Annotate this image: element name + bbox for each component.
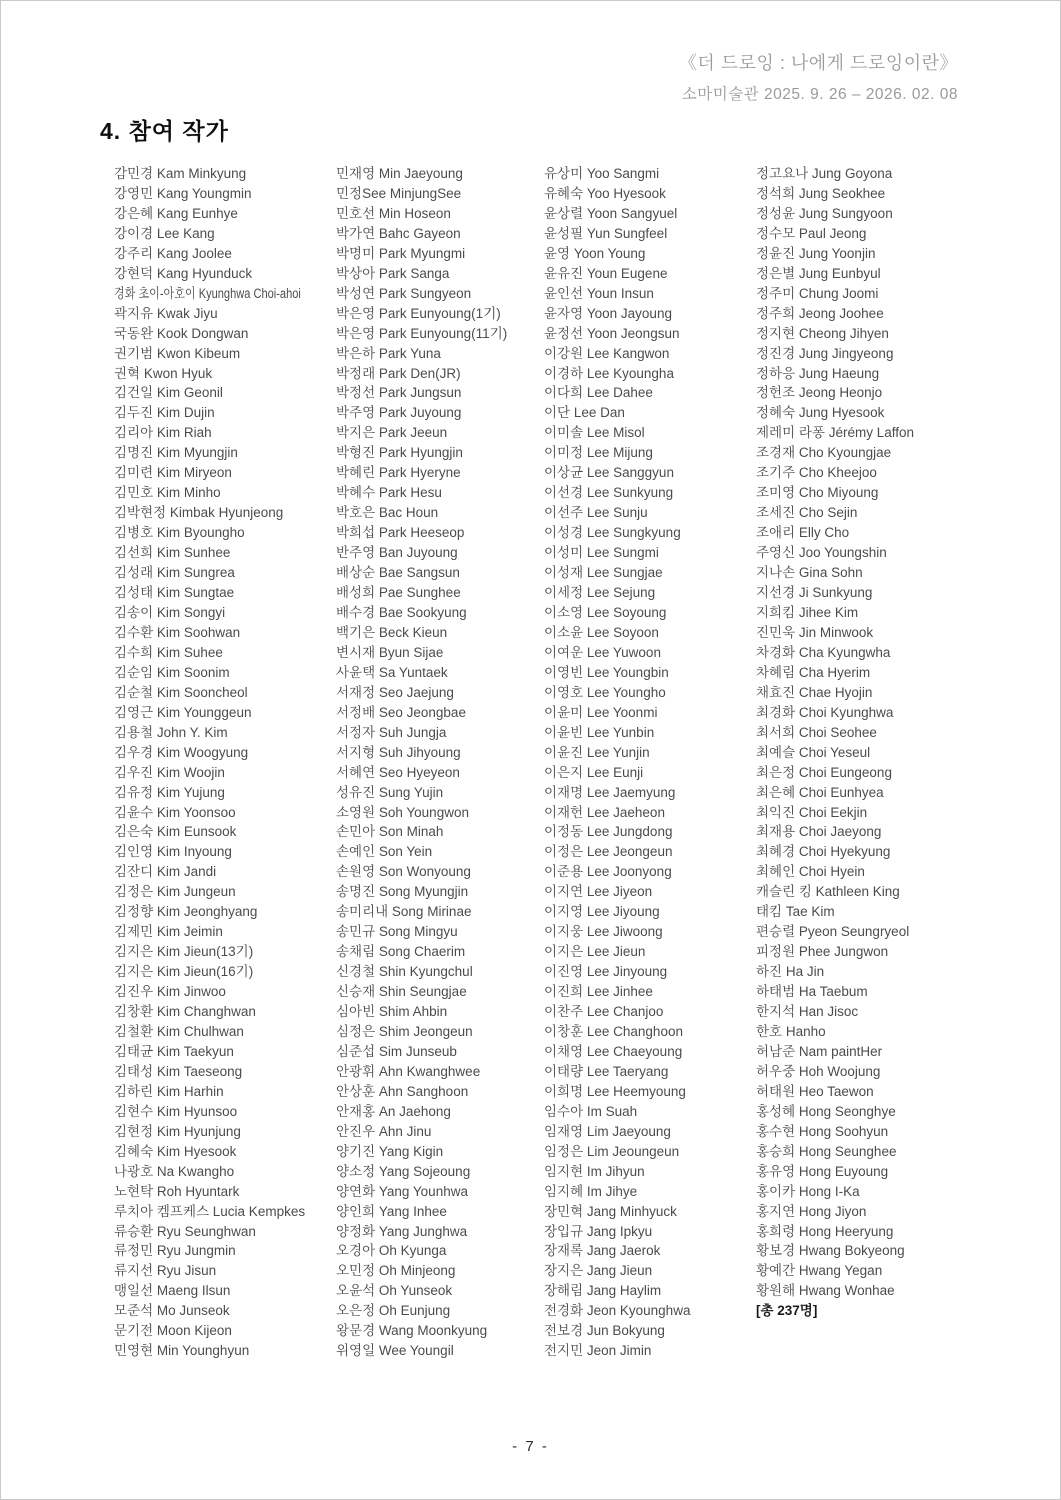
artist-entry: 이진영 Lee Jinyoung bbox=[544, 964, 668, 980]
artist-entry: 이진희 Lee Jinhee bbox=[544, 984, 653, 1000]
artist-entry: 김철환 Kim Chulhwan bbox=[114, 1023, 244, 1039]
page-number: - 7 - bbox=[512, 1438, 549, 1455]
artist-entry: 최경화 Choi Kyunghwa bbox=[756, 704, 894, 720]
artist-entry: 캐슬린 킹 Kathleen King bbox=[756, 884, 900, 900]
artist-entry: 김은숙 Kim Eunsook bbox=[114, 824, 237, 840]
artist-entry: 유상미 Yoo Sangmi bbox=[544, 166, 660, 181]
artist-entry: 박은하 Park Yuna bbox=[336, 345, 441, 361]
artist-entry: 박정선 Park Jungsun bbox=[336, 385, 462, 401]
artist-column-2 bbox=[336, 164, 561, 1361]
artist-entry: 피정원 Phee Jungwon bbox=[756, 944, 889, 960]
artist-entry: 이여운 Lee Yuwoon bbox=[544, 644, 661, 660]
artist-entry: 류정민 Ryu Jungmin bbox=[114, 1243, 236, 1259]
venue-and-dates: 소마미술관 2025. 9. 26 – 2026. 02. 08 bbox=[681, 86, 958, 103]
artist-entry: 윤유진 Youn Eugene bbox=[544, 265, 668, 281]
artist-entry: 장민혁 Jang Minhyuck bbox=[544, 1203, 677, 1219]
artist-entry: 김우진 Kim Woojin bbox=[114, 764, 225, 780]
artist-entry: 양소정 Yang Sojeoung bbox=[336, 1163, 471, 1179]
artist-entry: 오은정 Oh Eunjung bbox=[336, 1303, 451, 1319]
artist-entry: 최은정 Choi Eungeong bbox=[756, 764, 892, 780]
artist-entry: 박형진 Park Hyungjin bbox=[336, 445, 463, 461]
artist-entry: 국동완 Kook Dongwan bbox=[114, 325, 249, 341]
artist-entry: 이지영 Lee Jiyoung bbox=[544, 904, 660, 920]
artist-entry: 곽지유 Kwak Jiyu bbox=[114, 305, 218, 321]
artist-entry: 김창환 Kim Changhwan bbox=[114, 1004, 256, 1020]
artist-entry: 서혜연 Seo Hyeyeon bbox=[336, 764, 460, 780]
artist-entry: 서정자 Suh Jungja bbox=[336, 724, 447, 740]
artist-entry: 이다희 Lee Dahee bbox=[544, 385, 653, 401]
artist-entry: 성유진 Sung Yujin bbox=[336, 784, 444, 800]
artist-entry: 윤영 Yoon Young bbox=[544, 245, 646, 261]
artist-entry: 편승렬 Pyeon Seungryeol bbox=[756, 924, 910, 940]
artist-entry: 홍희령 Hong Heeryung bbox=[756, 1223, 894, 1239]
artist-entry: 김수희 Kim Suhee bbox=[114, 644, 223, 660]
artist-entry: 유혜숙 Yoo Hyesook bbox=[544, 185, 666, 201]
artist-entry: 홍이카 Hong I-Ka bbox=[756, 1183, 860, 1199]
section-title: 4. 참여 작가 bbox=[100, 118, 229, 144]
artist-entry: 윤인선 Youn Insun bbox=[544, 285, 654, 301]
artist-entry: 손민아 Son Minah bbox=[336, 824, 444, 840]
artist-entry: 김정은 Kim Jungeun bbox=[114, 884, 236, 900]
artist-entry: 강주리 Kang Joolee bbox=[114, 245, 232, 261]
artist-entry: 반주영 Ban Juyoung bbox=[336, 545, 458, 561]
artist-entry: 이소윤 Lee Soyoon bbox=[544, 624, 659, 640]
artist-entry: 조미영 Cho Miyoung bbox=[756, 485, 879, 501]
artist-entry: 이영호 Lee Youngho bbox=[544, 684, 666, 700]
artist-entry: 임지혜 Im Jihye bbox=[544, 1183, 638, 1199]
artist-entry: 이지은 Lee Jieun bbox=[544, 944, 646, 960]
artist-entry: 안상훈 Ahn Sanghoon bbox=[336, 1083, 469, 1099]
artist-entry: 김진우 Kim Jinwoo bbox=[114, 984, 226, 1000]
artist-entry: 주영신 Joo Youngshin bbox=[756, 545, 887, 561]
artist-entry: 한호 Hanho bbox=[756, 1023, 826, 1039]
artist-entry: 김병호 Kim Byoungho bbox=[114, 525, 245, 541]
artist-entry: 박성연 Park Sungyeon bbox=[336, 285, 472, 301]
artist-entry: 허태원 Heo Taewon bbox=[756, 1083, 874, 1099]
artist-entry: 배수경 Bae Sookyung bbox=[336, 604, 467, 620]
artist-entry: 이희명 Lee Heemyoung bbox=[544, 1083, 686, 1099]
artist-entry: 홍지연 Hong Jiyon bbox=[756, 1203, 867, 1219]
artist-entry: 이단 Lee Dan bbox=[544, 405, 625, 421]
artist-entry: 김두진 Kim Dujin bbox=[114, 405, 215, 421]
artist-entry: 이소영 Lee Soyoung bbox=[544, 604, 667, 620]
artist-entry: 박은영 Park Eunyoung(1기) bbox=[336, 305, 501, 321]
artist-column-4 bbox=[756, 164, 981, 1321]
artist-entry: 왕문경 Wang Moonkyung bbox=[336, 1323, 488, 1339]
artist-entry: 지희킴 Jihee Kim bbox=[756, 604, 859, 620]
artist-entry: 이재명 Lee Jaemyung bbox=[544, 784, 676, 800]
artist-entry: 신승재 Shin Seungjae bbox=[336, 984, 467, 1000]
artist-entry: 문기전 Moon Kijeon bbox=[114, 1323, 232, 1339]
artist-entry: 심정은 Shim Jeongeun bbox=[336, 1023, 473, 1039]
artist-entry: 김용철 John Y. Kim bbox=[114, 724, 228, 740]
artist-entry: 김현수 Kim Hyunsoo bbox=[114, 1103, 238, 1119]
artist-entry: 서정배 Seo Jeongbae bbox=[336, 704, 466, 720]
artist-entry: 김지은 Kim Jieun(16기) bbox=[114, 964, 254, 980]
artist-entry: 권혁 Kwon Hyuk bbox=[114, 365, 213, 381]
artist-entry: 윤상렬 Yoon Sangyuel bbox=[544, 205, 678, 221]
artist-entry: 정고요나 Jung Goyona bbox=[756, 166, 893, 181]
artist-entry: 김태성 Kim Taeseong bbox=[114, 1063, 243, 1079]
artist-entry: 정성윤 Jung Sungyoon bbox=[756, 205, 893, 221]
artist-entry: 손예인 Son Yein bbox=[336, 844, 433, 860]
artist-entry: 박주영 Park Juyoung bbox=[336, 405, 462, 421]
artist-entry: 임수아 Im Suah bbox=[544, 1103, 638, 1119]
artist-entry: 전지민 Jeon Jimin bbox=[544, 1343, 652, 1359]
artist-entry: 정수모 Paul Jeong bbox=[756, 225, 867, 241]
artist-entry: 김순철 Kim Sooncheol bbox=[114, 684, 248, 700]
artist-entry: 윤성필 Yun Sungfeel bbox=[544, 225, 668, 241]
artist-entry: 김인영 Kim Inyoung bbox=[114, 844, 232, 860]
artist-entry: 이윤진 Lee Yunjin bbox=[544, 744, 650, 760]
artist-entry: 위영일 Wee Youngil bbox=[336, 1343, 454, 1359]
artist-entry: 이윤빈 Lee Yunbin bbox=[544, 724, 655, 740]
artist-entry: 최재용 Choi Jaeyong bbox=[756, 824, 882, 840]
artist-entry: 김명진 Kim Myungjin bbox=[114, 445, 238, 461]
artist-entry: 김리아 Kim Riah bbox=[114, 425, 212, 441]
artist-entry: 신경철 Shin Kyungchul bbox=[336, 964, 473, 980]
artist-entry: 김유정 Kim Yujung bbox=[114, 784, 225, 800]
artist-entry: 홍승희 Hong Seunghee bbox=[756, 1143, 897, 1159]
artist-entry: 윤자영 Yoon Jayoung bbox=[544, 305, 672, 321]
artist-entry: 황예간 Hwang Yegan bbox=[756, 1263, 883, 1279]
artist-entry: 김순임 Kim Soonim bbox=[114, 664, 230, 680]
artist-entry: 정혜숙 Jung Hyesook bbox=[756, 405, 885, 421]
artist-entry: 박혜린 Park Hyeryne bbox=[336, 465, 461, 481]
artist-entry: 최예슬 Choi Yeseul bbox=[756, 744, 871, 760]
artist-entry: 맹일선 Maeng Ilsun bbox=[114, 1283, 231, 1299]
artist-entry: 정주미 Chung Joomi bbox=[756, 285, 879, 301]
artist-entry: 전보경 Jun Bokyung bbox=[544, 1323, 665, 1339]
artist-entry: 김민호 Kim Minho bbox=[114, 485, 221, 501]
artist-entry: 김우경 Kim Woogyung bbox=[114, 744, 249, 760]
artist-entry: 박혜수 Park Hesu bbox=[336, 485, 442, 501]
artist-entry: 소영원 Soh Youngwon bbox=[336, 804, 469, 820]
artist-entry: 박정래 Park Den(JR) bbox=[336, 365, 461, 381]
artist-entry: 하태범 Ha Taebum bbox=[756, 984, 868, 1000]
artist-entry: 장지은 Jang Jieun bbox=[544, 1263, 653, 1279]
artist-entry: 박명미 Park Myungmi bbox=[336, 245, 466, 261]
artist-entry: 홍유영 Hong Euyoung bbox=[756, 1163, 889, 1179]
artist-entry: 박호은 Bac Houn bbox=[336, 505, 439, 521]
artist-entry: 김정향 Kim Jeonghyang bbox=[114, 904, 258, 920]
artist-entry: 김송이 Kim Songyi bbox=[114, 604, 226, 620]
artist-entry: 강이경 Lee Kang bbox=[114, 225, 215, 241]
artist-entry: 김박현정 Kimbak Hyunjeong bbox=[114, 505, 284, 521]
artist-entry: 강은혜 Kang Eunhye bbox=[114, 205, 238, 221]
artist-entry: 박상아 Park Sanga bbox=[336, 265, 450, 281]
artist-entry: 조애리 Elly Cho bbox=[756, 525, 850, 541]
artist-entry: 장입규 Jang Ipkyu bbox=[544, 1223, 653, 1239]
artist-entry: 김영근 Kim Younggeun bbox=[114, 704, 252, 720]
artist-entry: 송채림 Song Chaerim bbox=[336, 944, 466, 960]
artist-entry: 이준용 Lee Joonyong bbox=[544, 864, 672, 880]
artist-entry: 권기범 Kwon Kibeum bbox=[114, 345, 241, 361]
artist-entry: 심준섭 Sim Junseub bbox=[336, 1043, 457, 1059]
artist-entry: 정석희 Jung Seokhee bbox=[756, 185, 886, 201]
artist-entry: 이정동 Lee Jungdong bbox=[544, 824, 673, 840]
artist-entry: 이성미 Lee Sungmi bbox=[544, 545, 659, 561]
artist-entry: 양연화 Yang Younhwa bbox=[336, 1183, 468, 1199]
total-count: [총 237명] bbox=[756, 1303, 818, 1319]
artist-entry: 박희섭 Park Heeseop bbox=[336, 525, 465, 541]
artist-entry: 이강원 Lee Kangwon bbox=[544, 345, 670, 361]
artist-entry: 태킴 Tae Kim bbox=[756, 904, 835, 920]
artist-entry: 정주희 Jeong Joohee bbox=[756, 305, 884, 321]
artist-entry: 최서희 Choi Seohee bbox=[756, 724, 877, 740]
artist-entry: 이영빈 Lee Youngbin bbox=[544, 664, 669, 680]
artist-entry: 손원영 Son Wonyoung bbox=[336, 864, 471, 880]
artist-entry: 안진우 Ahn Jinu bbox=[336, 1123, 432, 1139]
artist-entry: 류지선 Ryu Jisun bbox=[114, 1263, 217, 1279]
artist-entry: 이지웅 Lee Jiwoong bbox=[544, 924, 663, 940]
artist-entry: 이미솔 Lee Misol bbox=[544, 425, 645, 441]
artist-entry: 류승환 Ryu Seunghwan bbox=[114, 1223, 256, 1239]
artist-entry: 정헌조 Jeong Heonjo bbox=[756, 385, 883, 401]
artist-entry: 나광호 Na Kwangho bbox=[114, 1163, 235, 1179]
artist-entry: 백기은 Beck Kieun bbox=[336, 624, 448, 640]
artist-column-3 bbox=[544, 164, 769, 1361]
artist-entry: 정윤진 Jung Yoonjin bbox=[756, 245, 876, 261]
artist-entry: 안재홍 An Jaehong bbox=[336, 1103, 451, 1119]
artist-entry: 송명진 Song Myungjin bbox=[336, 884, 469, 900]
artist-entry: 양인희 Yang Inhee bbox=[336, 1203, 447, 1219]
artist-entry: 임재영 Lim Jaeyoung bbox=[544, 1123, 671, 1139]
artist-entry: 임지현 Im Jihyun bbox=[544, 1163, 645, 1179]
artist-entry: 허우중 Hoh Woojung bbox=[756, 1063, 881, 1079]
artist-entry: 서재정 Seo Jaejung bbox=[336, 684, 454, 700]
artist-entry: 박가연 Bahc Gayeon bbox=[336, 225, 461, 241]
artist-entry: 민호선 Min Hoseon bbox=[336, 205, 451, 221]
artist-entry: 이채영 Lee Chaeyoung bbox=[544, 1043, 683, 1059]
artist-entry: 이재헌 Lee Jaeheon bbox=[544, 804, 665, 820]
artist-entry: 진민욱 Jin Minwook bbox=[756, 624, 874, 640]
artist-entry: 김성태 Kim Sungtae bbox=[114, 585, 235, 601]
artist-entry: 박지은 Park Jeeun bbox=[336, 425, 448, 441]
artist-entry: 배상순 Bae Sangsun bbox=[336, 565, 460, 581]
artist-entry: 최혜경 Choi Hyekyung bbox=[756, 844, 891, 860]
artist-entry: 장해림 Jang Haylim bbox=[544, 1283, 662, 1299]
artist-entry: 이정은 Lee Jeongeun bbox=[544, 844, 673, 860]
artist-entry: 조기주 Cho Kheejoo bbox=[756, 465, 877, 481]
artist-entry: 김건일 Kim Geonil bbox=[114, 385, 223, 401]
artist-column-1 bbox=[114, 164, 339, 1361]
artist-entry: 이세정 Lee Sejung bbox=[544, 585, 656, 601]
artist-entry: 임정은 Lim Jeoungeun bbox=[544, 1143, 680, 1159]
artist-entry: 최혜인 Choi Hyein bbox=[756, 864, 865, 880]
artist-entry: 정은별 Jung Eunbyul bbox=[756, 265, 881, 281]
artist-entry: 김잔디 Kim Jandi bbox=[114, 864, 217, 880]
artist-entry: 채효진 Chae Hyojin bbox=[756, 684, 873, 700]
artist-entry: 사윤택 Sa Yuntaek bbox=[336, 664, 448, 680]
artist-entry: 이윤미 Lee Yoonmi bbox=[544, 704, 658, 720]
artist-entry: 김태균 Kim Taekyun bbox=[114, 1043, 234, 1059]
artist-entry: 이창훈 Lee Changhoon bbox=[544, 1023, 683, 1039]
artist-entry: 양기진 Yang Kigin bbox=[336, 1143, 444, 1159]
artist-entry: 강현덕 Kang Hyunduck bbox=[114, 265, 253, 281]
artist-entry: 황보경 Hwang Bokyeong bbox=[756, 1243, 905, 1259]
artist-entry: 최은혜 Choi Eunhyea bbox=[756, 784, 884, 800]
artist-entry: 김수환 Kim Soohwan bbox=[114, 624, 241, 640]
artist-entry: 최익진 Choi Eekjin bbox=[756, 804, 868, 820]
artist-entry: 김미련 Kim Miryeon bbox=[114, 465, 232, 481]
document-header bbox=[679, 49, 958, 104]
artist-entry: 김성래 Kim Sungrea bbox=[114, 565, 235, 581]
artist-entry: 조세진 Cho Sejin bbox=[756, 505, 858, 521]
artist-entry: 제레미 라퐁 Jérémy Laffon bbox=[756, 425, 915, 441]
artist-entry: 조경재 Cho Kyoungjae bbox=[756, 445, 892, 461]
artist-entry: 배성희 Pae Sunghee bbox=[336, 585, 461, 601]
artist-entry: 강영민 Kang Youngmin bbox=[114, 185, 252, 201]
artist-entry: 민정See MinjungSee bbox=[336, 185, 462, 201]
artist-entry: 이찬주 Lee Chanjoo bbox=[544, 1004, 664, 1020]
artist-entry: 차경화 Cha Kyungwha bbox=[756, 644, 891, 660]
artist-entry: 이성재 Lee Sungjae bbox=[544, 565, 663, 581]
artist-entry: 민재영 Min Jaeyoung bbox=[336, 166, 463, 181]
artist-entry: 윤정선 Yoon Jeongsun bbox=[544, 325, 680, 341]
artist-entry: 하진 Ha Jin bbox=[756, 964, 825, 980]
artist-entry: 홍성혜 Hong Seonghye bbox=[756, 1103, 896, 1119]
exhibition-title: 《더 드로잉 : 나에게 드로잉이란》 bbox=[678, 53, 958, 73]
artist-entry: 감민경 Kam Minkyung bbox=[114, 166, 247, 181]
artist-entry: 차혜림 Cha Hyerim bbox=[756, 664, 871, 680]
artist-entry: 한지석 Han Jisoc bbox=[756, 1004, 859, 1020]
artist-entry: 김윤수 Kim Yoonsoo bbox=[114, 804, 236, 820]
artist-entry: 경화 초이-아호이 Kyunghwa Choi-ahoi bbox=[114, 285, 301, 301]
artist-entry: 이선경 Lee Sunkyung bbox=[544, 485, 674, 501]
artist-entry: 정진경 Jung Jingyeong bbox=[756, 345, 894, 361]
artist-entry: 송민규 Song Mingyu bbox=[336, 924, 458, 940]
artist-entry: 양정화 Yang Junghwa bbox=[336, 1223, 468, 1239]
artist-entry: 이미정 Lee Mijung bbox=[544, 445, 653, 461]
artist-entry: 김현정 Kim Hyunjung bbox=[114, 1123, 241, 1139]
artist-entry: 황원해 Hwang Wonhae bbox=[756, 1283, 895, 1299]
artist-entry: 송미리내 Song Mirinae bbox=[336, 904, 472, 920]
artist-entry: 이성경 Lee Sungkyung bbox=[544, 525, 681, 541]
artist-entry: 오윤석 Oh Yunseok bbox=[336, 1283, 453, 1299]
artist-entry: 전경화 Jeon Kyounghwa bbox=[544, 1303, 691, 1319]
artist-entry: 오민정 Oh Minjeong bbox=[336, 1263, 456, 1279]
artist-entry: 이선주 Lee Sunju bbox=[544, 505, 648, 521]
artist-entry: 노현탁 Roh Hyuntark bbox=[114, 1183, 240, 1199]
artist-entry: 이상균 Lee Sanggyun bbox=[544, 465, 674, 481]
artist-entry: 루치아 켐프케스 Lucia Kempkes bbox=[114, 1203, 306, 1219]
artist-entry: 서지형 Suh Jihyoung bbox=[336, 744, 461, 760]
artist-entry: 허남준 Nam paintHer bbox=[756, 1043, 883, 1059]
artist-entry: 김하린 Kim Harhin bbox=[114, 1083, 224, 1099]
artist-entry: 김제민 Kim Jeimin bbox=[114, 924, 223, 940]
artist-entry: 민영현 Min Younghyun bbox=[114, 1343, 250, 1359]
artist-entry: 모준석 Mo Junseok bbox=[114, 1303, 230, 1319]
artist-entry: 오경아 Oh Kyunga bbox=[336, 1243, 447, 1259]
artist-entry: 심아빈 Shim Ahbin bbox=[336, 1004, 448, 1020]
artist-entry: 김선희 Kim Sunhee bbox=[114, 545, 231, 561]
artist-entry: 안광휘 Ahn Kwanghwee bbox=[336, 1063, 481, 1079]
artist-entry: 이태량 Lee Taeryang bbox=[544, 1063, 669, 1079]
artist-entry: 김혜숙 Kim Hyesook bbox=[114, 1143, 237, 1159]
artist-entry: 이경하 Lee Kyoungha bbox=[544, 365, 674, 381]
artist-entry: 박은영 Park Eunyoung(11기) bbox=[336, 325, 508, 341]
artist-entry: 장재록 Jang Jaerok bbox=[544, 1243, 661, 1259]
artist-entry: 홍수현 Hong Soohyun bbox=[756, 1123, 889, 1139]
artist-entry: 지나손 Gina Sohn bbox=[756, 565, 863, 581]
artist-entry: 정지현 Cheong Jihyen bbox=[756, 325, 889, 341]
artist-entry: 변시재 Byun Sijae bbox=[336, 644, 444, 660]
artist-entry: 김지은 Kim Jieun(13기) bbox=[114, 944, 254, 960]
artist-entry: 이은지 Lee Eunji bbox=[544, 764, 644, 780]
artist-entry: 정하응 Jung Haeung bbox=[756, 365, 880, 381]
artist-entry: 이지연 Lee Jiyeon bbox=[544, 884, 653, 900]
artist-entry: 지선경 Ji Sunkyung bbox=[756, 585, 873, 601]
